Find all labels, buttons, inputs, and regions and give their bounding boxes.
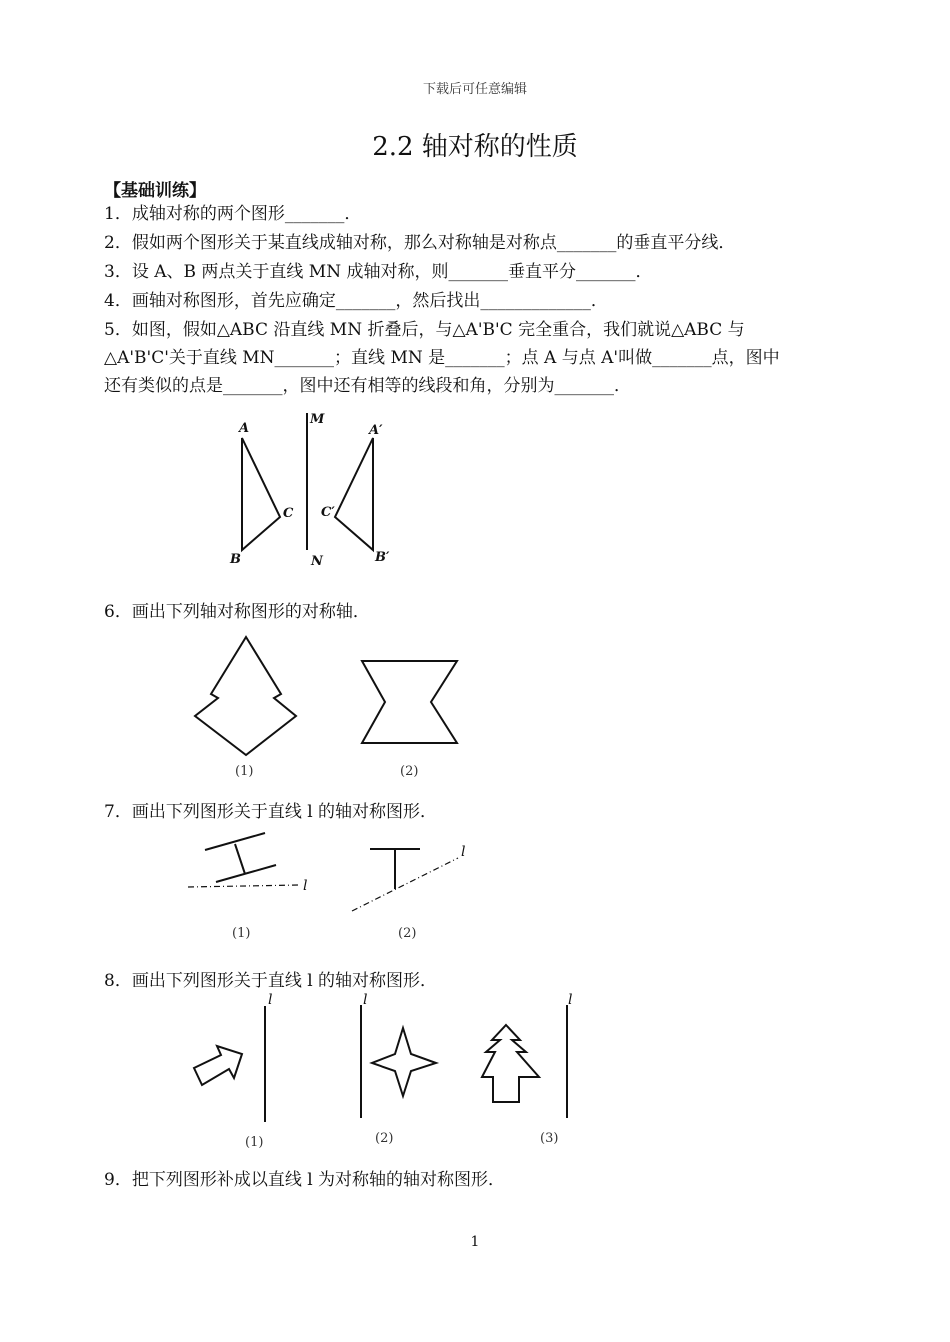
figure-8-caption-3: (3) xyxy=(540,1131,559,1146)
figure-6-shape-2 xyxy=(362,661,457,743)
label-a-prime: A′ xyxy=(369,423,383,438)
question-8: 8．画出下列图形关于直线 l 的轴对称图形． xyxy=(104,971,438,991)
figure-7-label-l-1: l xyxy=(303,878,308,894)
triangle-abc xyxy=(242,438,280,550)
figure-8-label-l-3: l xyxy=(568,992,573,1008)
figure-8-label-l-2: l xyxy=(363,992,368,1008)
question-4: 4．画轴对称图形，首先应确定_______，然后找出_____________． xyxy=(104,291,608,311)
question-6: 6．画出下列轴对称图形的对称轴． xyxy=(104,602,370,622)
figure-6-caption-1: (1) xyxy=(235,764,254,779)
figure-7-shapes xyxy=(180,825,480,945)
figure-6-caption-2: (2) xyxy=(400,764,419,779)
tree-shape xyxy=(482,1025,539,1102)
figure-7-label-l-2: l xyxy=(461,844,466,860)
figure-7-caption-2: (2) xyxy=(398,926,417,941)
question-5-line-3: 还有类似的点是_______，图中还有相等的线段和角，分别为_______． xyxy=(104,376,631,396)
question-9: 9．把下列图形补成以直线 l 为对称轴的轴对称图形． xyxy=(104,1170,506,1190)
figure-6-shape-1 xyxy=(195,637,296,755)
page-title: 2.2 轴对称的性质 xyxy=(372,132,578,162)
label-b: B xyxy=(230,552,241,567)
figure-7-line-l-1 xyxy=(188,885,300,887)
arrow-shape xyxy=(194,1046,242,1085)
question-5-line-1: 5．如图，假如△ABC 沿直线 MN 折叠后，与△A'B'C 完全重合，我们就说△ABC 与 xyxy=(104,320,745,340)
label-n: N xyxy=(311,554,323,569)
question-7: 7．画出下列图形关于直线 l 的轴对称图形． xyxy=(104,802,438,822)
page-header: 下载后可任意编辑 xyxy=(422,82,527,97)
figure-7-caption-1: (1) xyxy=(232,926,251,941)
question-3: 3．设 A、B 两点关于直线 MN 成轴对称，则_______垂直平分_______． xyxy=(104,262,653,282)
figure-8-caption-1: (1) xyxy=(245,1135,264,1150)
i-shape-stem xyxy=(235,844,245,874)
figure-7-line-l-2 xyxy=(352,858,458,911)
label-c: C xyxy=(283,506,294,521)
question-1: 1．成轴对称的两个图形_______． xyxy=(104,204,362,224)
label-c-prime: C′ xyxy=(321,505,335,520)
label-b-prime: B′ xyxy=(375,550,390,565)
i-shape-bottom-bar xyxy=(216,865,276,882)
triangle-a-prime xyxy=(335,438,373,550)
figure-8-label-l-1: l xyxy=(268,992,273,1008)
question-5-line-2: △A'B'C'关于直线 MN_______；直线 MN 是_______；点 A 与点 A'叫做_______点，图中 xyxy=(104,348,780,368)
figure-6-shapes xyxy=(180,630,480,785)
figure-5-triangles xyxy=(220,405,410,580)
four-point-star xyxy=(372,1028,436,1096)
figure-8-caption-2: (2) xyxy=(375,1131,394,1146)
page-number: 1 xyxy=(470,1234,480,1250)
label-m: M xyxy=(310,412,325,427)
i-shape-top-bar xyxy=(205,833,265,850)
section-heading: 【基础训练】 xyxy=(104,181,206,201)
label-a: A xyxy=(239,421,250,436)
question-2: 2．假如两个图形关于某直线成轴对称，那么对称轴是对称点_______的垂直平分线． xyxy=(104,233,736,253)
figure-8-shapes xyxy=(185,990,585,1155)
